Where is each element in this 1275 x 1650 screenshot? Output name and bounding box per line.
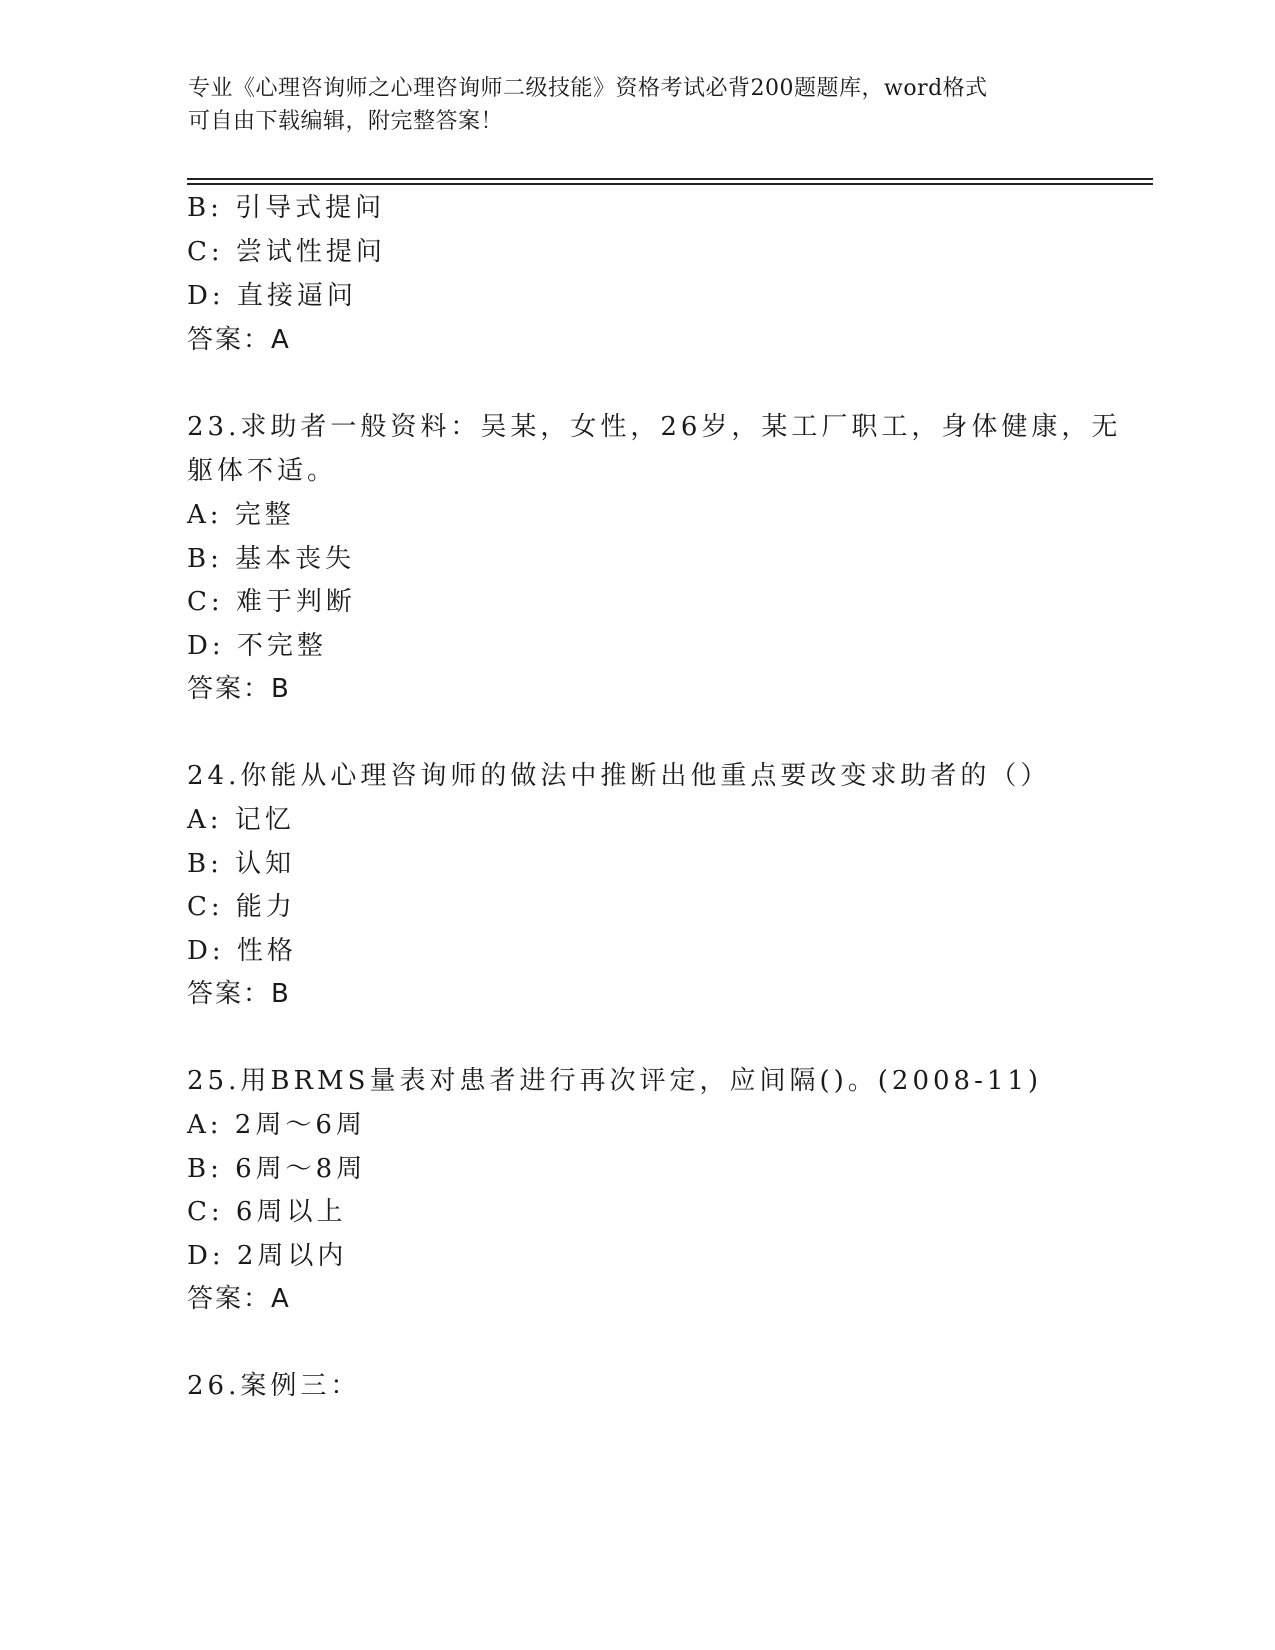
q22-option-d: D: 直接逼问 <box>187 281 357 311</box>
q24-answer: 答案：B <box>187 979 291 1009</box>
q25-answer: 答案：A <box>187 1284 291 1314</box>
q23-stem-line-1: 23.求助者一般资料：吴某，女性，26岁，某工厂职工，身体健康，无 <box>187 412 1122 442</box>
q25-option-b: B: 6周～8周 <box>187 1154 367 1184</box>
q23-stem-line-2: 躯体不适。 <box>187 456 338 486</box>
header-divider-top <box>187 178 1153 180</box>
document-header <box>188 72 1088 138</box>
q24-option-c: C: 能力 <box>187 892 296 922</box>
header-divider-bottom <box>187 183 1153 185</box>
q24-stem: 24.你能从心理咨询师的做法中推断出他重点要改变求助者的（） <box>187 761 1051 791</box>
q25-option-a: A: 2周～6周 <box>187 1110 366 1140</box>
header-title-line-2: 可自由下载编辑，附完整答案！ <box>188 109 504 134</box>
q24-option-d: D: 性格 <box>187 936 297 966</box>
q22-option-b: B: 引导式提问 <box>187 193 386 223</box>
q23-option-c: C: 难于判断 <box>187 587 356 617</box>
q25-stem: 25.用BRMS量表对患者进行再次评定，应间隔()。(2008-11) <box>187 1066 1043 1096</box>
q22-option-c: C: 尝试性提问 <box>187 237 386 267</box>
q25-option-c: C: 6周以上 <box>187 1197 347 1227</box>
q26-stem: 26.案例三： <box>187 1371 361 1401</box>
header-title-line-1: 专业《心理咨询师之心理咨询师二级技能》资格考试必背200题题库，word格式 <box>188 76 988 101</box>
q23-answer: 答案：B <box>187 674 291 704</box>
q24-option-a: A: 记忆 <box>187 805 295 835</box>
q23-option-d: D: 不完整 <box>187 631 327 661</box>
q22-answer: 答案：A <box>187 325 291 355</box>
q23-option-a: A: 完整 <box>187 500 295 530</box>
q23-option-b: B: 基本丧失 <box>187 544 356 574</box>
q24-option-b: B: 认知 <box>187 849 296 879</box>
q25-option-d: D: 2周以内 <box>187 1241 348 1271</box>
